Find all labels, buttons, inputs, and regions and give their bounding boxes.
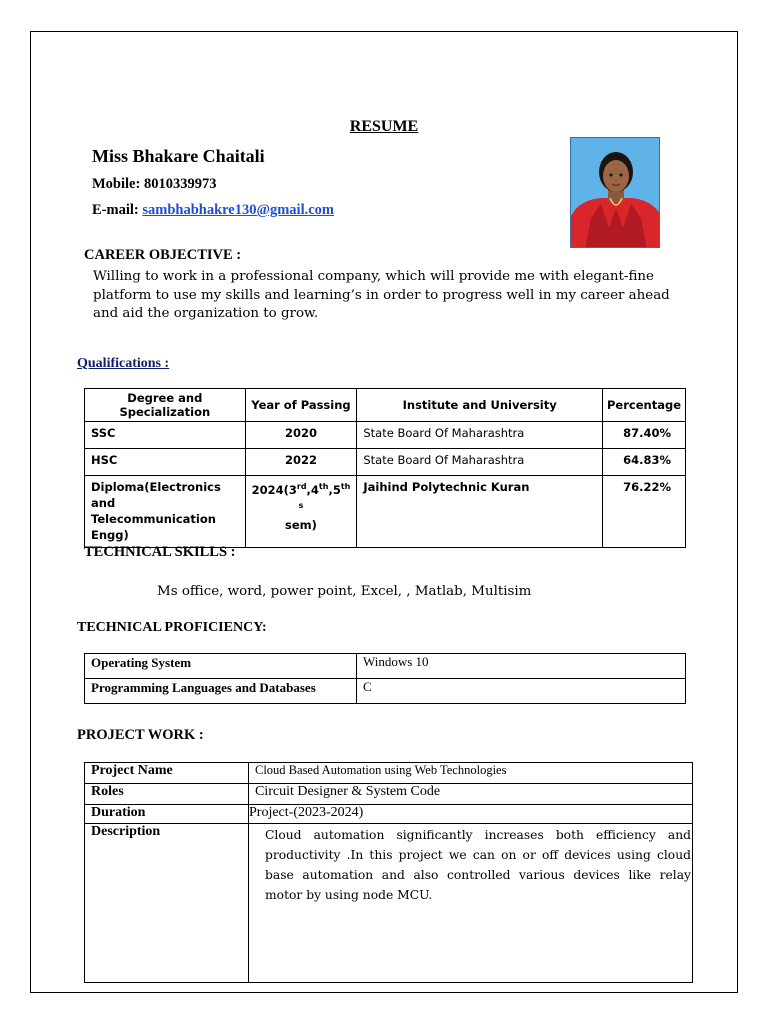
institute-cell: Jaihind Polytechnic Kuran [357,476,603,548]
degree-cell: Diploma(Electronics and Telecommunication Engg) [85,476,246,548]
col-percentage-header: Percentage [603,389,686,422]
table-row [85,805,693,824]
technical-skills-heading: TECHNICAL SKILLS : [84,544,236,560]
project-label: Roles [85,784,249,805]
table-row [85,476,686,548]
email-label: E-mail: [92,202,139,218]
email-link[interactable]: sambhabhakre130@gmail.com [142,202,335,218]
percentage-cell: 76.22% [603,476,686,548]
project-label: Duration [85,805,249,824]
qualifications-table [84,388,686,548]
year-cell: 2022 [245,449,357,476]
project-value: Cloud Based Automation using Web Technologies [249,763,693,784]
degree-cell: HSC [85,449,246,476]
col-degree-header: Degree and Specialization [85,389,246,422]
table-row [85,824,693,983]
proficiency-label: Programming Languages and Databases [85,679,357,704]
career-objective-heading: CAREER OBJECTIVE : [84,247,242,263]
institute-cell: State Board Of Maharashtra [357,422,603,449]
percentage-cell: 87.40% [603,422,686,449]
table-row [85,679,686,704]
table-row [85,784,693,805]
mobile-number: 8010339973 [143,176,217,192]
technical-proficiency-table [84,653,686,704]
qualifications-heading: Qualifications : [77,356,170,371]
resume-title: RESUME [349,118,419,135]
table-row [85,422,686,449]
table-row [85,654,686,679]
technical-proficiency-heading: TECHNICAL PROFICIENCY: [77,620,267,635]
proficiency-label: Operating System [85,654,357,679]
table-row [85,449,686,476]
profile-photo [570,137,660,248]
col-institute-header: Institute and University [357,389,603,422]
table-row [85,763,693,784]
percentage-cell: 64.83% [603,449,686,476]
technical-skills-text: Ms office, word, power point, Excel, , Matlab, Multisim [157,584,532,599]
project-label: Project Name [85,763,249,784]
qualifications-header-row [85,389,686,422]
institute-cell: State Board Of Maharashtra [357,449,603,476]
year-cell: $2024(3rd,4th,5^{th s}$ sem) [245,476,357,548]
degree-cell: SSC [85,422,246,449]
mobile-line [92,176,216,193]
project-label: Description [85,824,249,983]
project-description: Cloud automation significantly increases both efficiency and productivity .In this project we can on or off devices using cloud base automation and also controlled various devices like relay motor by using node MCU. [249,824,693,983]
proficiency-value: Windows 10 [357,654,686,679]
project-work-heading: PROJECT WORK : [77,727,204,743]
proficiency-value: C [357,679,686,704]
col-year-header: Year of Passing [245,389,357,422]
project-value: Project-(2023-2024) [249,805,693,824]
email-line [92,202,334,219]
mobile-label: Mobile: [92,176,141,192]
year-cell: 2020 [245,422,357,449]
project-work-table [84,762,693,983]
project-value: Circuit Designer & System Code [249,784,693,805]
career-objective-text: Willing to work in a professional company, which will provide me with elegant-fine platform to use my skills and learning’s in order to progress well in my career ahead and aid the organization to grow. [93,269,670,321]
candidate-name: Miss Bhakare Chaitali [92,146,265,166]
